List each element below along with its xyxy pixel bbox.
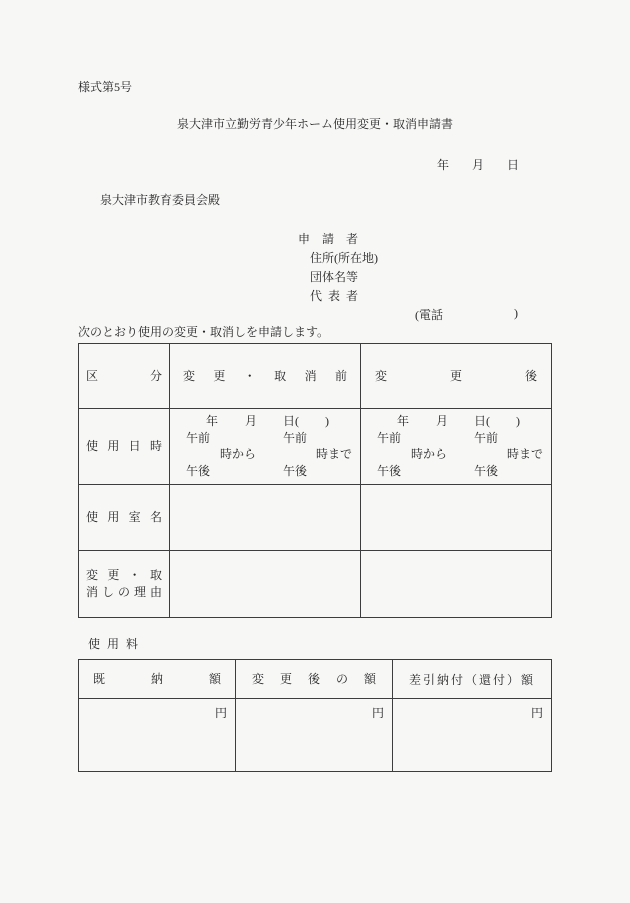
label-token: 表 bbox=[328, 289, 341, 303]
label-token: 者 bbox=[346, 232, 359, 246]
label-token: 請 bbox=[322, 232, 335, 246]
hours-line bbox=[361, 446, 551, 463]
label-token: 後 bbox=[307, 671, 320, 686]
room-name-label-cell bbox=[79, 485, 170, 551]
label-token: 消 bbox=[304, 368, 317, 383]
label-token: 使 bbox=[86, 510, 99, 524]
phone-open-paren: (電話 bbox=[415, 308, 443, 322]
label-token: 料 bbox=[126, 637, 139, 651]
label-token: し bbox=[101, 585, 114, 599]
phone-close-paren: ) bbox=[514, 306, 518, 320]
applicant-heading bbox=[298, 230, 358, 247]
date-line bbox=[437, 156, 519, 173]
label-token: 既 bbox=[93, 671, 106, 686]
from-label: 時から bbox=[220, 447, 257, 461]
fee-section-heading bbox=[88, 635, 138, 652]
label-token: 変 bbox=[252, 671, 265, 686]
header-category-label bbox=[79, 368, 169, 385]
amount-after-change-label bbox=[236, 671, 392, 688]
usage-datetime-label-cell bbox=[79, 409, 170, 485]
table-header-row bbox=[79, 344, 552, 409]
label-token: 更 bbox=[279, 671, 292, 686]
fee-table bbox=[78, 659, 552, 772]
header-after-cell bbox=[361, 344, 552, 409]
header-before-label bbox=[170, 368, 360, 385]
label-token: ・ bbox=[243, 368, 256, 383]
reason-after-blank-cell bbox=[361, 551, 552, 618]
month-label: 月 bbox=[436, 414, 449, 428]
pm-label: 午後 bbox=[283, 463, 308, 478]
form-title: 泉大津市立勤労青少年ホーム使用変更・取消申請書 bbox=[176, 117, 453, 131]
datetime-after-cell bbox=[361, 409, 552, 485]
date-blank-line bbox=[361, 413, 551, 430]
year-label: 年 bbox=[397, 414, 410, 428]
am-line bbox=[170, 430, 360, 447]
label-token: 名 bbox=[149, 510, 162, 524]
am-label: 午前 bbox=[283, 430, 308, 445]
reason-row bbox=[79, 551, 552, 618]
month-label: 月 bbox=[245, 414, 258, 428]
pm-label: 午後 bbox=[186, 463, 211, 478]
declaration-sentence: 次のとおり使用の変更・取消しを申請します。 bbox=[78, 325, 330, 339]
paid-amount-yen-cell: 円 bbox=[79, 699, 236, 772]
label-token: の bbox=[117, 585, 130, 599]
label-token: 後 bbox=[524, 368, 537, 383]
date-month-label: 月 bbox=[472, 158, 485, 172]
label-token: 納 bbox=[150, 671, 163, 686]
hours-line bbox=[170, 446, 360, 463]
label-token: 前 bbox=[334, 368, 347, 383]
until-label: 時まで bbox=[507, 447, 544, 461]
amount-after-change-yen-cell: 円 bbox=[236, 699, 393, 772]
label-token: ・ bbox=[128, 568, 141, 582]
applicant-representative-label bbox=[310, 287, 358, 304]
room-name-label bbox=[79, 509, 169, 526]
am-line bbox=[361, 430, 551, 447]
applicant-group-name-label: 団体名等 bbox=[310, 270, 359, 284]
phone-label bbox=[415, 306, 518, 323]
room-before-blank-cell bbox=[170, 485, 361, 551]
label-token: 区 bbox=[86, 368, 99, 383]
label-token: 者 bbox=[346, 289, 359, 303]
amount-after-change-header-cell bbox=[236, 660, 393, 699]
am-label: 午前 bbox=[474, 430, 499, 445]
reason-label-line1 bbox=[79, 567, 169, 584]
label-token: 変 bbox=[375, 368, 388, 383]
label-token: 取 bbox=[274, 368, 287, 383]
pm-line bbox=[170, 463, 360, 480]
label-token: 由 bbox=[149, 585, 162, 599]
pm-line bbox=[361, 463, 551, 480]
header-after-label bbox=[361, 368, 551, 385]
header-before-cell bbox=[170, 344, 361, 409]
fee-table-header-row bbox=[79, 660, 552, 699]
label-token: 代 bbox=[310, 289, 323, 303]
label-token: 変 bbox=[183, 368, 196, 383]
net-payment-refund-yen-cell: 円 bbox=[393, 699, 552, 772]
datetime-before-cell bbox=[170, 409, 361, 485]
label-token: 額 bbox=[363, 671, 376, 686]
room-name-row bbox=[79, 485, 552, 551]
year-label: 年 bbox=[206, 414, 219, 428]
day-open-label: 日( bbox=[283, 414, 300, 428]
label-token: 日 bbox=[128, 439, 141, 453]
usage-datetime-row bbox=[79, 409, 552, 485]
label-token: の bbox=[335, 671, 348, 686]
pm-label: 午後 bbox=[474, 463, 499, 478]
label-token: 取 bbox=[149, 568, 162, 582]
net-payment-refund-header-cell: 差引納付（還付）額 bbox=[393, 660, 552, 699]
fee-table-body-row bbox=[79, 699, 552, 772]
reason-before-blank-cell bbox=[170, 551, 361, 618]
label-token: 更 bbox=[449, 368, 462, 383]
from-label: 時から bbox=[411, 447, 448, 461]
label-token: 変 bbox=[86, 568, 99, 582]
form-number: 様式第5号 bbox=[78, 80, 133, 94]
label-token: 使 bbox=[88, 637, 101, 651]
reason-label-line2 bbox=[79, 584, 169, 601]
paid-amount-header-cell bbox=[79, 660, 236, 699]
label-token: 額 bbox=[208, 671, 221, 686]
usage-datetime-label bbox=[79, 438, 169, 455]
reason-label-cell bbox=[79, 551, 170, 618]
label-token: 用 bbox=[107, 510, 120, 524]
applicant-address-label: 住所(所在地) bbox=[310, 251, 378, 265]
change-cancel-table bbox=[78, 343, 552, 618]
date-blank-line bbox=[170, 413, 360, 430]
pm-label: 午後 bbox=[377, 463, 402, 478]
am-label: 午前 bbox=[186, 430, 211, 445]
day-open-label: 日( bbox=[474, 414, 491, 428]
label-token: 理 bbox=[133, 585, 146, 599]
label-token: 室 bbox=[128, 510, 141, 524]
close-paren: ) bbox=[325, 414, 330, 428]
label-token: 更 bbox=[107, 568, 120, 582]
date-day-label: 日 bbox=[507, 158, 520, 172]
label-token: 使 bbox=[86, 439, 99, 453]
date-year-label: 年 bbox=[437, 158, 450, 172]
room-after-blank-cell bbox=[361, 485, 552, 551]
label-token: 用 bbox=[107, 637, 120, 651]
header-category-cell bbox=[79, 344, 170, 409]
label-token: 更 bbox=[213, 368, 226, 383]
until-label: 時まで bbox=[316, 447, 353, 461]
am-label: 午前 bbox=[377, 430, 402, 445]
paid-amount-label bbox=[79, 671, 235, 688]
label-token: 消 bbox=[86, 585, 99, 599]
label-token: 用 bbox=[107, 439, 120, 453]
addressee: 泉大津市教育委員会殿 bbox=[100, 193, 221, 207]
close-paren: ) bbox=[516, 414, 521, 428]
label-token: 分 bbox=[149, 368, 162, 383]
label-token: 時 bbox=[149, 439, 162, 453]
label-token: 申 bbox=[298, 232, 311, 246]
